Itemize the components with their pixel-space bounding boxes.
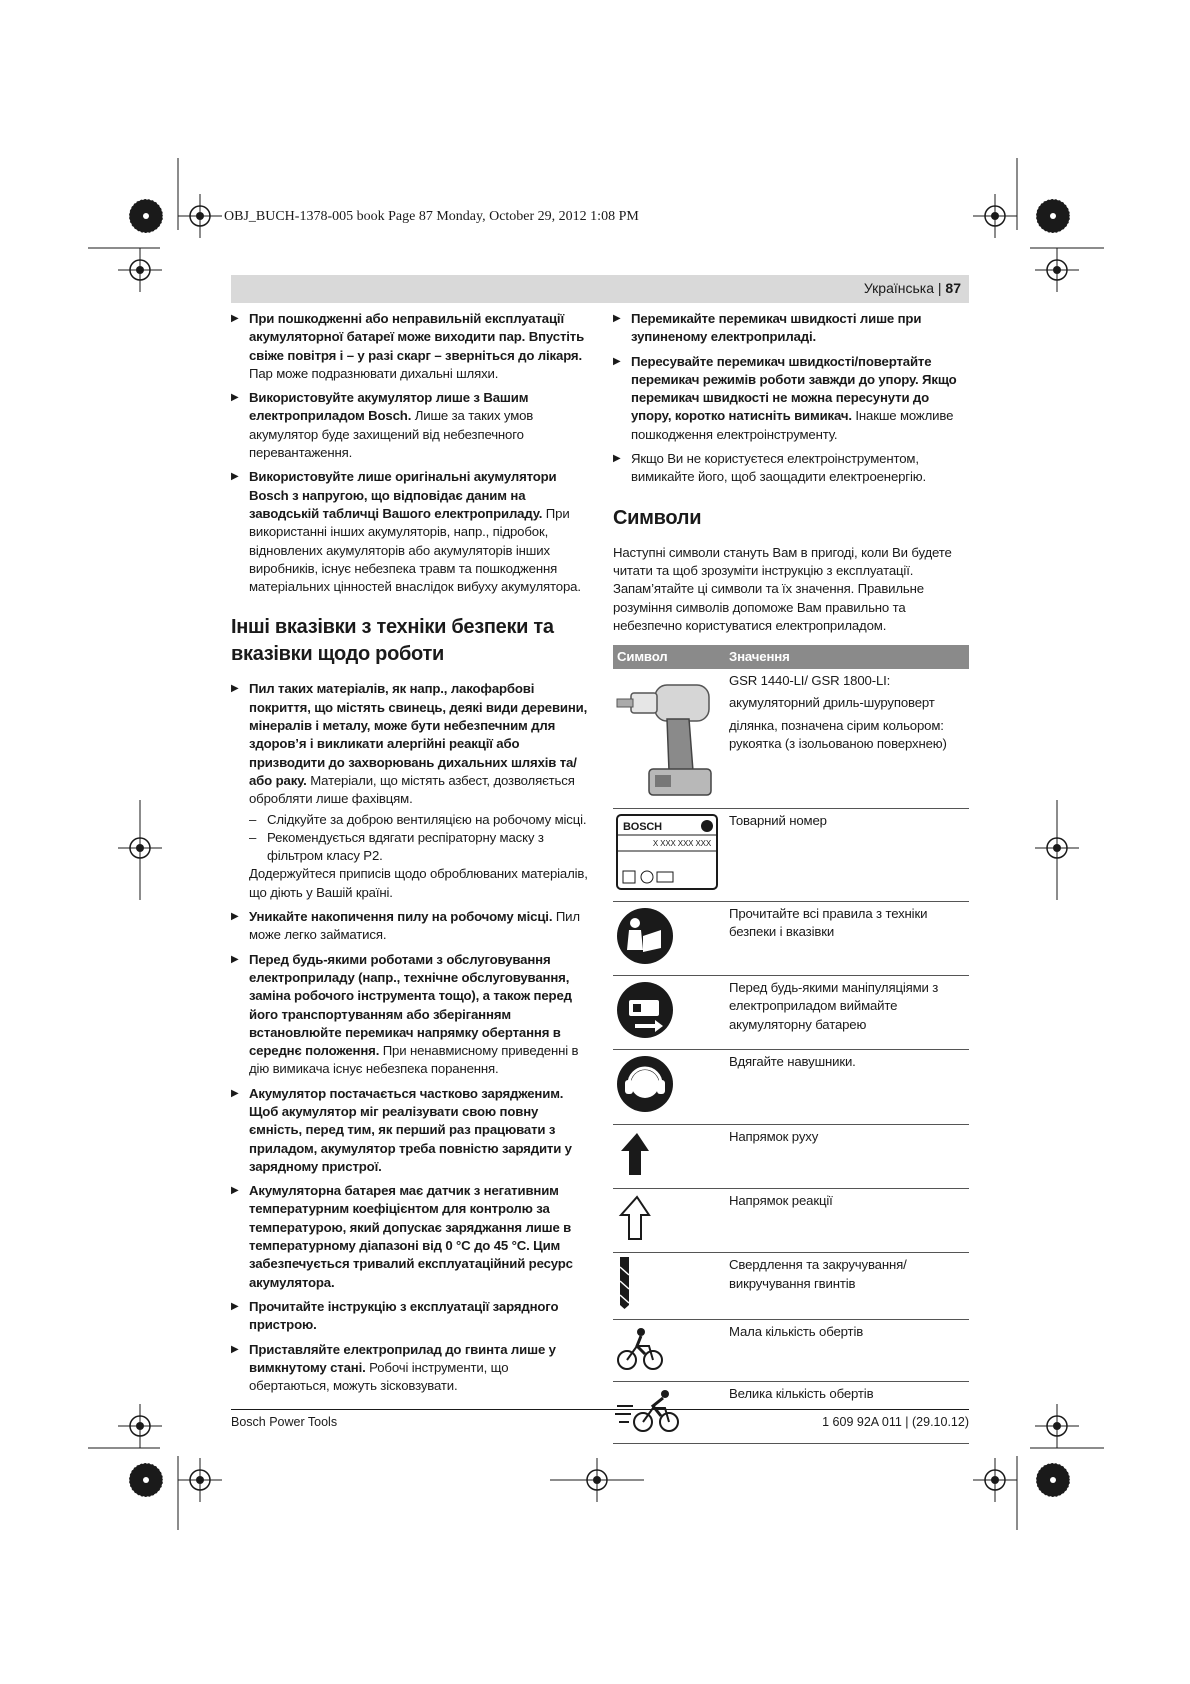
bullet-item [231,951,591,1079]
footer-doc-number: 1 609 92A 011 | (29.10.12) [822,1415,969,1429]
meaning-cell: Напрямок руху [725,1124,969,1188]
bullet-text: Пил може легко займатися. [249,909,580,943]
bullet-arrow-icon: ▶ [231,683,239,695]
bullet-arrow-icon: ▶ [231,1300,239,1312]
footer-brand: Bosch Power Tools [231,1415,338,1429]
table-row [613,1381,969,1443]
bullet-bold-text: Використовуйте акумулятор лише з Вашим електроприладом Bosch. [249,390,529,424]
symbol-cell [613,1253,725,1319]
table-header-row [613,645,969,669]
drill-model: GSR 1440-LI/ GSR 1800-LI: [729,673,891,689]
bullet-item [231,1085,591,1176]
bullet-item [231,680,591,808]
symbol-cell [613,901,725,975]
table-row [613,901,969,975]
symbols-title: Символи [613,506,702,529]
bullet-arrow-icon: ▶ [613,355,621,367]
bullet-item [231,468,591,596]
table-row [613,669,969,809]
symbol-cell [613,809,725,901]
symbols-table [613,645,969,1444]
bullet-arrow-icon: ▶ [613,453,621,465]
part-number-placeholder: X XXX XXX XXX [652,839,711,849]
table-row [613,1253,969,1319]
bullet-arrow-icon: ▶ [231,392,239,404]
bullet-arrow-icon: ▶ [231,1343,239,1355]
header-language: Українська | [863,280,946,296]
bullet-text: Пар може подразнювати дихальні шляхи. [249,365,499,381]
read-manual-icon [615,906,675,966]
bullet-item [231,908,591,945]
dash-item [231,811,591,829]
cordless-drill-icon [615,673,715,799]
bullet-item [613,310,969,347]
bullet-bold-text: Прочитайте інструкцію з експлуатації зарядного пристрою. [249,1298,559,1333]
bullet-arrow-icon: ▶ [231,1185,239,1197]
bullet-text: При використанні інших акумуляторів, напр., підробок, відновлених акумуляторів або акумуляторів інших виробників, існує небезпека травм та пошкодження матеріальних цінностей внаслідок вибуху акумулятора. [249,505,581,595]
bullet-item [613,353,969,444]
bullet-bold-text: Акумуляторна батарея має датчик з негативним температурним коефіцієнтом для контролю за температурою, який допускає заряджання лише в температурному діапазоні від 0 °C до 45 °C. Цим забезпечується тривалий експлуатаційний ресурс акумулятора. [249,1183,573,1290]
bullet-bold-text: Приставляйте електроприлад до гвинта лише у вимкнутому стані. [249,1341,556,1375]
bullet-item [231,310,591,383]
dash-mark: – [249,811,257,827]
hearing-protection-icon [615,1054,675,1114]
meaning-cell: Прочитайте всі правила з техніки безпеки і вказівки [725,901,969,975]
table-row [613,1319,969,1381]
bullet-arrow-icon: ▶ [613,313,621,324]
remove-battery-icon [615,980,675,1040]
drill-description: акумуляторний дриль-шуруповерт [729,695,935,711]
dash-text: Рекомендується вдягати респіраторну маску з фільтром класу Р2. [267,829,544,864]
direction-of-reaction-icon [615,1193,655,1243]
symbol-cell [613,1381,725,1443]
meaning-cell: Напрямок реакції [725,1188,969,1252]
bullet-arrow-icon: ▶ [231,953,239,965]
meaning-cell: Перед будь-якими маніпуляціями з електроприладом виймайте акумуляторну батарею [725,976,969,1050]
symbol-cell [613,1188,725,1252]
bullet-text: Якщо Ви не користуєтеся електроінструментом, вимикайте його, щоб заощадити електроенергію. [631,451,927,485]
table-row [613,1188,969,1252]
bosch-logo: BOSCH [623,821,662,834]
meaning-cell: Велика кількість обертів [725,1381,969,1443]
bullet-bold-text: При пошкодженні або неправильній експлуатації акумуляторної батареї може виходити пар. Впустіть свіже повітря і – у разі скарг – зверніться до лікаря. [249,311,585,363]
bullet-bold-text: Пересувайте перемикач швидкості/повертайте перемикач режимів роботи завжди до упору. Якщо перемикач швидкості не можна пересунути до упору, коротко натисніть вимикач. [631,353,957,424]
left-column [231,310,591,1401]
print-slug: OBJ_BUCH-1378-005 book Page 87 Monday, October 29, 2012 1:08 PM [224,209,639,224]
symbol-cell [613,1319,725,1381]
symbol-cell [613,1124,725,1188]
bullet-arrow-icon: ▶ [231,1087,239,1099]
bullet-arrow-icon: ▶ [231,313,239,324]
page-header [231,275,969,303]
bullet-bold-text: Перемикайте перемикач швидкості лише при зупиненому електроприладі. [631,311,922,345]
dash-item [231,829,591,866]
header-page-number: 87 [945,280,961,296]
bullet-text: Інакше можливе пошкодження електроінструменту. [631,408,954,442]
meaning-cell: Вдягайте навушники. [725,1050,969,1124]
bicycle-slow-icon [615,1324,665,1372]
bullet-text: Матеріали, що містять азбест, дозволяється обробляти лише фахівцям. [249,772,575,807]
column-header-meaning: Значення [725,645,969,669]
table-row [613,809,969,901]
direction-of-motion-icon [615,1129,655,1179]
table-row [613,976,969,1050]
bullet-bold-text: Перед будь-якими роботами з обслуговування електроприладу (напр., технічне обслуговування, заміна робочого інструмента тощо), а також перед його транспортуванням або зберіганням встановлюйте перемикач напрямку обертання в середнє положення. [249,951,572,1059]
bullet-bold-text: Уникайте накопичення пилу на робочому місці. [249,909,553,925]
bullet-item [231,1341,591,1396]
bullet-text: Робочі інструменти, що обертаються, можуть зісковзувати. [249,1359,509,1394]
bullet-text: При ненавмисному приведенні в дію вимикача існує небезпека поранення. [249,1043,579,1077]
meaning-cell: Товарний номер [725,809,969,901]
section-title: Інші вказівки з техніки безпеки та вказівки щодо роботи [231,616,554,666]
bullet-item [231,1182,591,1292]
nameplate-icon [615,813,719,891]
dash-text: Слідкуйте за доброю вентиляцією на робочому місці. [267,811,587,827]
table-row [613,1124,969,1188]
bullet-text: Лише за таких умов акумулятор буде захищений від небезпечного перевантаження. [249,408,534,461]
meaning-cell: Свердлення та закручування/викручування гвинтів [725,1253,969,1319]
footer-divider [231,1409,969,1410]
meaning-cell: Мала кількість обертів [725,1319,969,1381]
symbol-cell [613,1050,725,1124]
symbols-intro: Наступні символи стануть Вам в пригоді, коли Ви будете читати та щоб зрозуміти інструкцію з експлуатації. Запам’ятайте ці символи та їх значення. Правильне розуміння символів допоможе Вам правильно та небезпечно користуватися електроприладом. [613,544,952,633]
bullet-item [231,389,591,462]
dash-mark: – [249,829,257,845]
header-text [864,280,961,296]
bullet-item [613,450,969,487]
drill-note: ділянка, позначена сірим кольором: рукоятка (з ізольованою поверхнею) [729,717,947,752]
bullet-arrow-icon: ▶ [231,471,239,483]
meaning-cell [725,669,969,809]
drill-bit-icon [615,1257,635,1309]
plain-note: Додержуйтеся приписів щодо оброблюваних матеріалів, що діють у Вашій країні. [249,866,588,900]
table-row [613,1050,969,1124]
column-header-symbol: Символ [613,645,725,669]
symbol-cell [613,669,725,809]
bullet-item [231,1298,591,1335]
bullet-bold-text: Акумулятор постачається частково зарядженим. Щоб акумулятор міг реалізувати свою повну ємність, перед тим, як перший раз працювати з приладом, акумулятор треба повністю зарядити у зарядному пристрої. [249,1085,572,1174]
bullet-bold-text: Використовуйте лише оригінальні акумулятори Bosch з напругою, що відповідає даним на заводській табличці Вашого електроприладу. [249,469,557,521]
right-column [613,310,969,1444]
symbol-cell [613,976,725,1050]
bullet-bold-text: Пил таких матеріалів, як напр., лакофарбові покриття, що містять свинець, деякі види деревини, мінералів і металу, може бути небезпечним для здоров’я і викликати алергійні реакції або призводити до захворювань дихальних шляхів та/або раку. [249,681,588,788]
bullet-arrow-icon: ▶ [231,911,239,923]
